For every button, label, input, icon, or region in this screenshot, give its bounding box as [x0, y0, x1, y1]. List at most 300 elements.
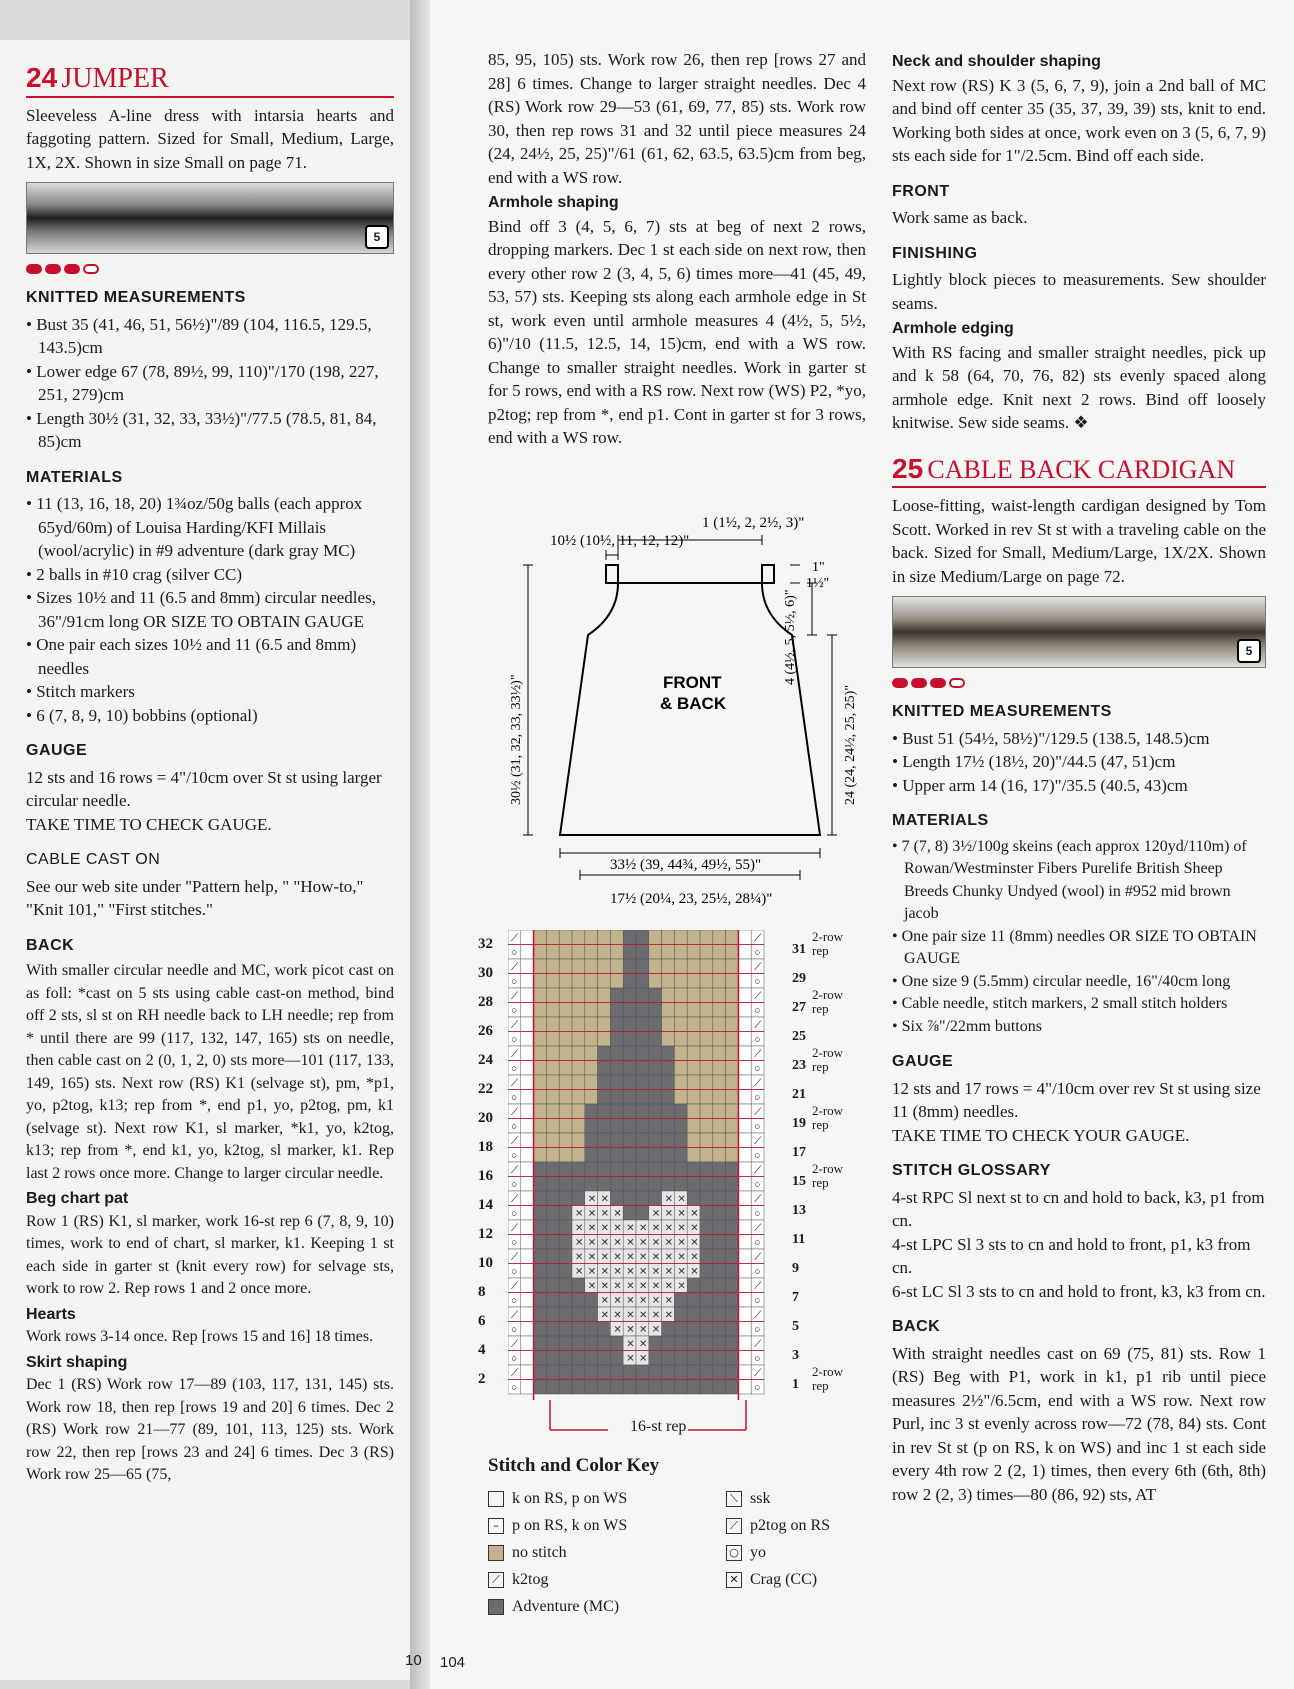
chart-cell [738, 974, 751, 989]
chart-cell [521, 1090, 534, 1105]
chart-cell [713, 1162, 726, 1177]
chart-cell [598, 1046, 611, 1061]
row-number: 10 [478, 1255, 493, 1271]
chart-cell [738, 1365, 751, 1380]
cc-mark: ✕ [639, 1223, 648, 1234]
page-number-left: 10 [405, 1652, 422, 1669]
chart-cell [598, 1017, 611, 1032]
chart-cell [534, 1017, 547, 1032]
key-label: Crag (CC) [750, 1570, 818, 1588]
chart-cell [700, 1351, 713, 1366]
measurement-item: • Upper arm 14 (16, 17)"/35.5 (40.5, 43)cm [892, 775, 1188, 795]
chart-cell [610, 1075, 623, 1090]
faggot-mark: ⟋ [511, 1223, 518, 1234]
chart-cell [636, 1191, 649, 1206]
chart-cell [559, 1075, 572, 1090]
chart-cell [726, 1264, 739, 1279]
chart-cell [674, 1133, 687, 1148]
chart-cell [662, 1162, 675, 1177]
pattern-title: JUMPER [61, 63, 169, 94]
faggot-mark: ⟋ [754, 1310, 762, 1321]
schematic-label: 1" [812, 560, 825, 575]
chart-cell [662, 1148, 675, 1163]
chart-cell [585, 1104, 598, 1119]
cc-mark: ✕ [677, 1223, 686, 1234]
chart-cell [623, 945, 636, 960]
chart-cell [521, 1235, 534, 1250]
chart-cell [726, 1046, 739, 1061]
chart-cell [572, 1090, 585, 1105]
material-item: • One pair each sizes 10½ and 11 (6.5 and 8mm) needles [26, 635, 357, 678]
chart-cell [687, 1322, 700, 1337]
chart-cell [687, 1278, 700, 1293]
chart-cell [649, 1380, 662, 1395]
cc-mark: ✕ [651, 1310, 661, 1321]
faggot-mark: ⟋ [754, 1281, 762, 1292]
chart-cell [572, 1061, 585, 1076]
chart-cell [738, 1220, 751, 1235]
chart-cell [713, 1003, 726, 1018]
chart-cell [700, 930, 713, 945]
chart-cell [687, 1191, 700, 1206]
page-gutter [410, 0, 430, 1689]
cc-mark: ✕ [613, 1208, 622, 1220]
chart-cell [559, 1336, 572, 1351]
schematic-label: & BACK [660, 694, 727, 713]
cc-mark: ✕ [600, 1252, 609, 1263]
chart-cell [700, 1249, 713, 1264]
chart-cell [636, 1365, 649, 1380]
chart-cell [700, 1061, 713, 1076]
chart-cell [700, 1104, 713, 1119]
row-number: 9 [792, 1261, 799, 1276]
faggot-mark: ⟋ [511, 1310, 518, 1321]
chart-cell [674, 1017, 687, 1032]
chart-cell [649, 1133, 662, 1148]
chart-cell [713, 974, 726, 989]
key-symbol: ○ [726, 1545, 742, 1561]
cc-mark: ✕ [587, 1237, 597, 1249]
chart-cell [546, 1351, 559, 1366]
measurement-item: • Length 17½ (18½, 20)"/44.5 (47, 51)cm [892, 752, 1176, 771]
chart-cell [636, 1133, 649, 1148]
chart-cell [649, 1148, 662, 1163]
chart-cell [559, 1307, 572, 1322]
chart-cell [572, 1046, 585, 1061]
chart-cell [738, 1322, 751, 1337]
chart-cell [713, 930, 726, 945]
key-symbol: ⟍ [726, 1491, 742, 1507]
cc-mark: ✕ [613, 1237, 622, 1249]
gauge-check: TAKE TIME TO CHECK YOUR GAUGE. [892, 1125, 1190, 1145]
chart-cell [738, 1003, 751, 1018]
row-number: 7 [792, 1290, 799, 1305]
chart-cell [726, 1380, 739, 1395]
faggot-mark: ⟋ [511, 1078, 518, 1089]
section-heading: MATERIALS [26, 468, 123, 486]
chart-cell [649, 1365, 662, 1380]
chart-cell [534, 1380, 547, 1395]
chart-cell [546, 1220, 559, 1235]
chart-cell [623, 1032, 636, 1047]
chart-cell [738, 959, 751, 974]
faggot-mark: ○ [511, 1034, 518, 1046]
key-symbol: ✕ [726, 1572, 742, 1588]
chart-cell [726, 1162, 739, 1177]
section-heading: FRONT [892, 182, 950, 200]
chart-cell [726, 1075, 739, 1090]
chart-cell [662, 1104, 675, 1119]
cc-mark: ✕ [664, 1295, 673, 1307]
faggot-mark: ○ [511, 1005, 518, 1017]
material-item: • Cable needle, stitch markers, 2 small stitch holders [892, 995, 1228, 1012]
chart-cell [687, 1061, 700, 1076]
chart-cell [738, 1249, 751, 1264]
chart-cell [700, 1307, 713, 1322]
chart-cell [738, 988, 751, 1003]
chart-cell [662, 1119, 675, 1134]
chart-cell [521, 1061, 534, 1076]
chart-cell [738, 1177, 751, 1192]
chart-cell [559, 1104, 572, 1119]
chart-cell [534, 930, 547, 945]
chart-cell [649, 1003, 662, 1018]
key-item [488, 1539, 698, 1566]
chart-cell [636, 1206, 649, 1221]
row-number: 13 [792, 1203, 806, 1218]
chart-cell [687, 1365, 700, 1380]
skirt-text: Dec 1 (RS) Work row 17—89 (103, 117, 131, 145) sts. Work row 18, then rep [rows 19 and 20] 6 times. Dec 2 (RS) Work row 21—77 (89, 101, 113, 125) sts. Work row 22, then rep [rows 23 and 24] 6 times. Dec 3 (RS) Work row 25—65 (75, [26, 1376, 394, 1483]
chart-cell [662, 1017, 675, 1032]
chart-cell [687, 1032, 700, 1047]
faggot-mark: ○ [754, 1121, 761, 1133]
cc-mark: ✕ [600, 1208, 609, 1220]
chart-cell [726, 1061, 739, 1076]
row-number: 3 [792, 1348, 799, 1363]
chart-cell [546, 1046, 559, 1061]
chart-cell [521, 1278, 534, 1293]
chart-cell [546, 988, 559, 1003]
chart-cell [546, 1032, 559, 1047]
row-number: 26 [478, 1023, 493, 1039]
cable-cast-on-text: See our web site under "Pattern help, " "How-to," "Knit 101," "First stitches." [26, 876, 364, 919]
chart-cell [738, 1380, 751, 1395]
neck-text: Next row (RS) K 3 (5, 6, 7, 9), join a 2nd ball of MC and bind off center 35 (35, 37, 39, 39) sts, knit to end. Working both sides at once, work even on 3 (5, 6, 7, 9) sts each side for 1"/2.5cm. Bind off each side. [892, 75, 1266, 165]
faggot-mark: ○ [511, 1150, 518, 1162]
schematic-label: 33½ (39, 44¾, 49½, 55)" [610, 857, 762, 873]
chart-cell [598, 945, 611, 960]
faggot-mark: ○ [511, 1208, 518, 1220]
yarn-weight-badge: 5 [365, 225, 389, 249]
chart-cell [636, 1003, 649, 1018]
yarn-swatch [892, 596, 1266, 668]
chart-cell [674, 988, 687, 1003]
faggot-mark: ⟋ [511, 1165, 518, 1176]
subheading: Skirt shaping [26, 1353, 128, 1371]
chart-cell [674, 1365, 687, 1380]
section-heading: BACK [26, 936, 75, 954]
cc-mark: ✕ [639, 1310, 648, 1321]
chart-cell [546, 1278, 559, 1293]
chart-cell [674, 1336, 687, 1351]
chart-cell [585, 1365, 598, 1380]
cc-mark: ✕ [677, 1194, 686, 1205]
chart-cell [649, 1090, 662, 1105]
cc-mark: ✕ [651, 1295, 661, 1307]
finishing-text: Lightly block pieces to measurements. Sew shoulder seams. [892, 270, 1266, 313]
chart-cell [687, 1351, 700, 1366]
chart-cell [713, 1249, 726, 1264]
chart-cell [546, 1235, 559, 1250]
key-symbol [488, 1491, 504, 1507]
chart-cell [572, 1365, 585, 1380]
row-number: 20 [478, 1110, 493, 1126]
cc-mark: ✕ [613, 1223, 622, 1234]
chart-cell [713, 945, 726, 960]
material-item: • 6 (7, 8, 9, 10) bobbins (optional) [26, 705, 258, 725]
chart-cell [687, 1148, 700, 1163]
schematic-label: 30½ (31, 32, 33, 33½)" [509, 674, 524, 805]
chart-cell [534, 1249, 547, 1264]
key-item [488, 1566, 698, 1593]
cc-mark: ✕ [600, 1223, 609, 1234]
chart-cell [559, 1061, 572, 1076]
chart-cell [546, 1322, 559, 1337]
chart-cell [726, 1133, 739, 1148]
cc-mark: ✕ [613, 1295, 622, 1307]
chart-cell [585, 1032, 598, 1047]
pattern-number: 24 [26, 62, 58, 93]
skill-level-icon [892, 678, 1266, 688]
chart-cell [623, 959, 636, 974]
chart-cell [521, 1075, 534, 1090]
chart-cell [623, 1061, 636, 1076]
chart-cell [700, 1148, 713, 1163]
chart-cell [521, 1293, 534, 1308]
chart-cell [585, 1336, 598, 1351]
chart-cell [521, 1104, 534, 1119]
faggot-mark: ○ [511, 1121, 518, 1133]
chart-cell [726, 1307, 739, 1322]
chart-cell [700, 1293, 713, 1308]
key-label: yo [750, 1543, 766, 1561]
chart-cell [649, 930, 662, 945]
chart-cell [534, 1119, 547, 1134]
cc-mark: ✕ [690, 1252, 699, 1263]
chart-cell [610, 1380, 623, 1395]
chart-cell [521, 1162, 534, 1177]
section-heading: CABLE CAST ON [26, 851, 161, 868]
chart-cell [534, 988, 547, 1003]
chart-cell [674, 1177, 687, 1192]
chart-cell [559, 945, 572, 960]
chart-cell [687, 1336, 700, 1351]
chart-cell [534, 1148, 547, 1163]
chart-cell [687, 988, 700, 1003]
chart-cell [585, 1061, 598, 1076]
chart-cell [662, 1061, 675, 1076]
chart-cell [636, 1148, 649, 1163]
chart-cell [700, 959, 713, 974]
chart-cell [521, 1220, 534, 1235]
chart-cell [559, 1148, 572, 1163]
yarn-weight-badge: 5 [1237, 639, 1261, 663]
chart-cell [738, 1061, 751, 1076]
chart-cell [687, 1075, 700, 1090]
chart-cell [610, 1191, 623, 1206]
chart-cell [726, 1278, 739, 1293]
key-label: Adventure (MC) [512, 1597, 620, 1615]
chart-cell [610, 1119, 623, 1134]
key-symbol: ■ [488, 1545, 504, 1561]
chart-cell [636, 1017, 649, 1032]
chart-cell [585, 959, 598, 974]
chart-cell [726, 959, 739, 974]
schematic-diagram [490, 505, 870, 915]
chart-cell [726, 1365, 739, 1380]
chart-cell [674, 1090, 687, 1105]
chart-cell [585, 1322, 598, 1337]
subheading: Neck and shoulder shaping [892, 53, 1101, 70]
chart-cell [687, 1003, 700, 1018]
cc-mark: ✕ [639, 1353, 648, 1365]
cc-mark: ✕ [575, 1237, 584, 1249]
chart-cell [623, 1104, 636, 1119]
chart-cell [738, 1293, 751, 1308]
chart-cell [713, 1032, 726, 1047]
cc-mark: ✕ [664, 1237, 673, 1249]
chart-cell [598, 1365, 611, 1380]
cc-mark: ✕ [626, 1237, 635, 1249]
chart-cell [662, 1090, 675, 1105]
chart-cell [572, 1133, 585, 1148]
chart-cell [738, 1191, 751, 1206]
chart-cell [534, 1075, 547, 1090]
key-symbol: ⟋ [726, 1518, 742, 1534]
chart-cell [598, 1351, 611, 1366]
chart-cell [713, 959, 726, 974]
chart-cell [521, 974, 534, 989]
faggot-mark: ○ [511, 1092, 518, 1104]
faggot-mark: ○ [511, 976, 518, 988]
chart-cell [534, 1307, 547, 1322]
chart-cell [726, 1017, 739, 1032]
faggot-mark: ○ [754, 1295, 761, 1307]
chart-cell [713, 1075, 726, 1090]
section-heading: MATERIALS [892, 812, 989, 829]
chart-cell [726, 1119, 739, 1134]
cc-mark: ✕ [690, 1237, 699, 1249]
subheading: Armhole shaping [488, 194, 619, 211]
page-number-right: 104 [440, 1654, 466, 1671]
chart-cell [700, 1278, 713, 1293]
subheading: Hearts [26, 1305, 76, 1323]
cc-mark: ✕ [639, 1237, 648, 1249]
chart-cell [572, 1293, 585, 1308]
chart-cell [738, 1162, 751, 1177]
front-text: Work same as back. [892, 208, 1028, 227]
chart-cell [585, 988, 598, 1003]
chart-cell [546, 1177, 559, 1192]
cc-mark: ✕ [587, 1281, 597, 1292]
chart-cell [674, 945, 687, 960]
material-item: • One pair size 11 (8mm) needles OR SIZE TO OBTAIN GAUGE [892, 927, 1257, 967]
chart-cell [738, 1017, 751, 1032]
chart-cell [700, 1162, 713, 1177]
chart-cell [649, 1017, 662, 1032]
chart-cell [738, 1278, 751, 1293]
chart-cell [738, 1235, 751, 1250]
chart-cell [636, 959, 649, 974]
chart-cell [559, 1090, 572, 1105]
chart-cell [623, 1191, 636, 1206]
rep-note: 2-row rep [812, 987, 844, 1016]
cc-mark: ✕ [600, 1237, 609, 1249]
key-item [726, 1512, 830, 1539]
chart-cell [662, 988, 675, 1003]
row-number: 27 [792, 1000, 806, 1015]
cc-mark: ✕ [677, 1281, 686, 1292]
chart-cell [623, 1075, 636, 1090]
key-heading: Stitch and Color Key [488, 1455, 660, 1476]
chart-cell [662, 1336, 675, 1351]
row-number: 28 [478, 994, 493, 1010]
chart-cell [738, 1075, 751, 1090]
chart-cell [636, 1177, 649, 1192]
faggot-mark: ○ [754, 947, 761, 959]
chart-cell [674, 930, 687, 945]
chart-cell [700, 1365, 713, 1380]
cc-mark: ✕ [639, 1266, 648, 1278]
chart-cell [521, 959, 534, 974]
chart-cell [598, 1119, 611, 1134]
chart-cell [585, 974, 598, 989]
cc-mark: ✕ [587, 1223, 597, 1234]
chart-cell [700, 1177, 713, 1192]
chart-cell [674, 1032, 687, 1047]
chart-cell [623, 1090, 636, 1105]
faggot-mark: ⟋ [754, 1165, 762, 1176]
beg-chart-text: Row 1 (RS) K1, sl marker, work 16-st rep 6 (7, 8, 9, 10) times, work to end of chart, sl marker, k1. Keeping 1 st each side in garter st (knit every row) for selvage sts, work to row 2. Rep rows 1 and 2 once more. [26, 1212, 394, 1297]
chart-cell [674, 1162, 687, 1177]
chart-cell [559, 1191, 572, 1206]
chart-cell [687, 1162, 700, 1177]
schematic-label: 1½" [806, 576, 830, 591]
chart-cell [534, 1220, 547, 1235]
row-number: 31 [792, 942, 806, 957]
chart-cell [546, 1206, 559, 1221]
faggot-mark: ○ [511, 1382, 518, 1394]
chart-cell [713, 1293, 726, 1308]
chart-cell [649, 945, 662, 960]
faggot-mark: ○ [754, 1382, 761, 1394]
chart-cell [534, 1061, 547, 1076]
chart-cell [572, 1032, 585, 1047]
chart-cell [738, 1032, 751, 1047]
row-number: 21 [792, 1087, 806, 1102]
chart-cell [598, 1162, 611, 1177]
chart-cell [649, 1191, 662, 1206]
armhole-edging-text: With RS facing and smaller straight needles, pick up and k 58 (64, 70, 76, 82) sts evenly spaced along armhole edge. Knit next 2 rows. Bind off loosely knitwise. Sew side seams. ❖ [892, 342, 1266, 432]
chart-cell [610, 1365, 623, 1380]
chart-cell [534, 1351, 547, 1366]
key-symbol: – [488, 1518, 504, 1534]
chart-cell [585, 1293, 598, 1308]
cc-mark: ✕ [575, 1252, 584, 1263]
chart-cell [559, 1264, 572, 1279]
chart-cell [572, 930, 585, 945]
faggot-mark: ⟋ [754, 1049, 762, 1060]
